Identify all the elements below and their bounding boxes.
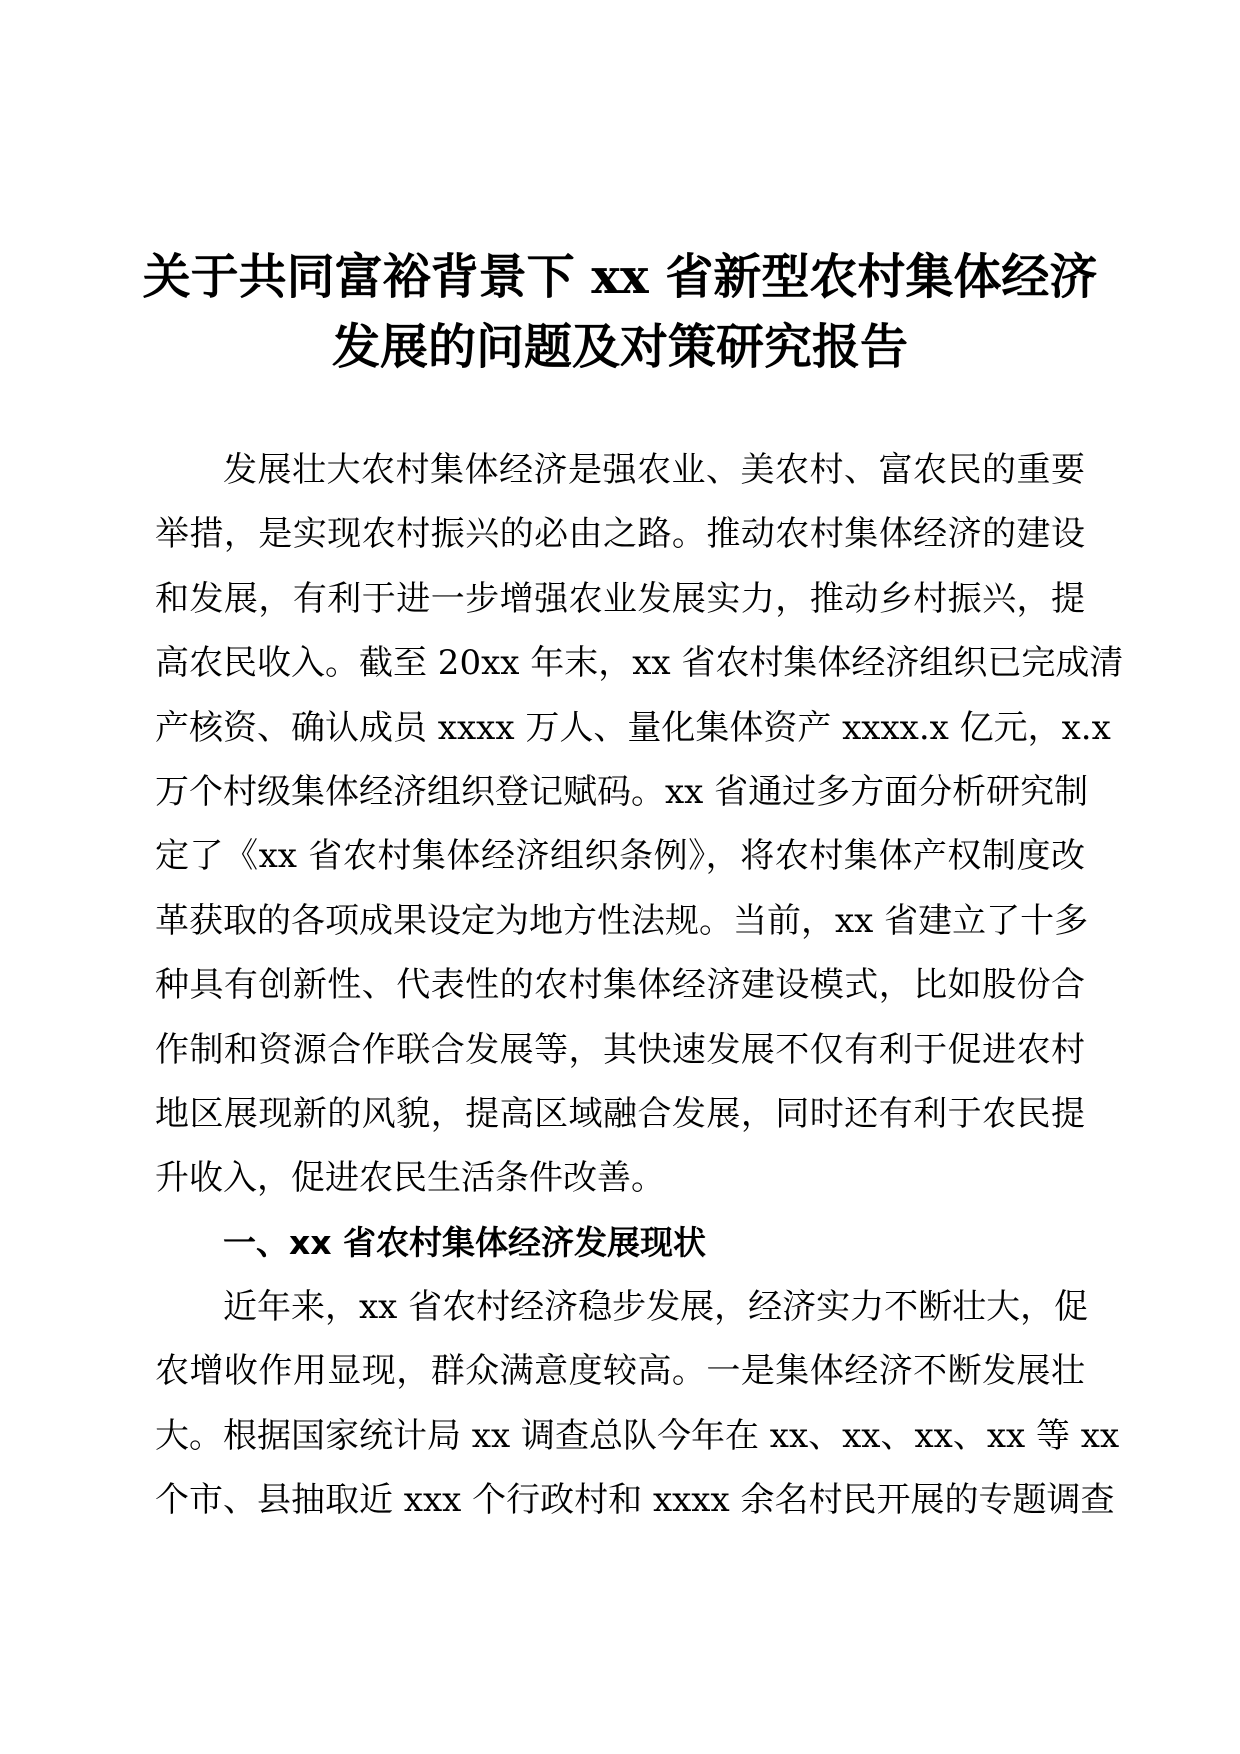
paragraph-line: 升收入，促进农民生活条件改善。 <box>155 1158 665 1199</box>
paragraph-line: 和发展，有利于进一步增强农业发展实力，推动乡村振兴，提 <box>155 578 1085 619</box>
paragraph-line: 高农民收入。截至 20xx 年末，xx 省农村集体经济组织已完成清 <box>155 643 1124 684</box>
paragraph-line: 产核资、确认成员 xxxx 万人、量化集体资产 xxxx.x 亿元，x.x <box>155 707 1111 748</box>
section-heading: 一、xx 省农村集体经济发展现状 <box>223 1222 707 1262</box>
paragraph-intro <box>155 438 1124 1211</box>
paragraph-line: 作制和资源合作联合发展等，其快速发展不仅有利于促进农村 <box>155 1029 1085 1070</box>
document-body <box>155 438 1124 1533</box>
paragraph-line: 地区展现新的风貌，提高区域融合发展，同时还有利于农民提 <box>155 1093 1085 1134</box>
paragraph-line: 举措，是实现农村振兴的必由之路。推动农村集体经济的建设 <box>155 514 1085 555</box>
document-title <box>120 242 1120 382</box>
title-line: 关于共同富裕背景下 xx 省新型农村集体经济 <box>142 249 1098 305</box>
paragraph-line: 大。根据国家统计局 xx 调查总队今年在 xx、xx、xx、xx 等 xx <box>155 1415 1120 1456</box>
paragraph-line: 种具有创新性、代表性的农村集体经济建设模式，比如股份合 <box>155 965 1085 1006</box>
paragraph-status <box>155 1275 1120 1533</box>
paragraph-line: 农增收作用显现，群众满意度较高。一是集体经济不断发展壮 <box>155 1351 1085 1392</box>
paragraph-line: 个市、县抽取近 xxx 个行政村和 xxxx 余名村民开展的专题调查 <box>155 1480 1115 1521</box>
paragraph-line: 万个村级集体经济组织登记赋码。xx 省通过多方面分析研究制 <box>155 771 1089 812</box>
paragraph-line: 发展壮大农村集体经济是强农业、美农村、富农民的重要 <box>223 450 1085 490</box>
paragraph-line: 近年来，xx 省农村经济稳步发展，经济实力不断壮大，促 <box>223 1287 1089 1328</box>
paragraph-line: 革获取的各项成果设定为地方性法规。当前，xx 省建立了十多 <box>155 900 1089 941</box>
title-line: 发展的问题及对策研究报告 <box>331 319 908 375</box>
paragraph-line: 定了《xx 省农村集体经济组织条例》，将农村集体产权制度改 <box>155 836 1085 877</box>
